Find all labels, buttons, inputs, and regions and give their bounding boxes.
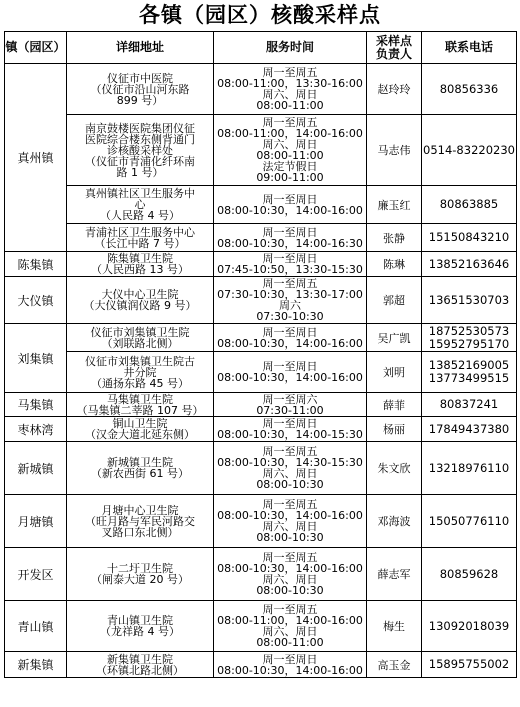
address-cell-line: （人民西路 13 号） — [91, 263, 189, 276]
hours-cell — [214, 548, 367, 601]
hours-cell — [214, 495, 367, 548]
address-cell — [67, 652, 214, 678]
hours-cell-line: 周一至周五 — [262, 498, 318, 511]
phone-cell — [422, 115, 517, 186]
town-cell: 真州镇 — [5, 64, 67, 252]
phone-cell — [422, 277, 517, 324]
address-cell — [67, 393, 214, 417]
contact-person-cell: 廉玉红 — [367, 186, 422, 224]
header-phone: 联系电话 — [422, 32, 517, 64]
hours-cell-line: 07:30-10:30 — [256, 310, 324, 323]
hours-cell-line: 周一至周日 — [262, 225, 318, 239]
hours-cell — [214, 393, 367, 417]
phone-cell — [422, 324, 517, 352]
hours-cell-line: 周一至周日 — [262, 325, 318, 339]
contact-person-cell: 赵玲玲 — [367, 64, 422, 115]
phone-cell-line: 0514-83220230 — [423, 142, 515, 157]
address-cell-line: 铜山卫生院 — [112, 417, 168, 430]
hours-cell-line: 08:00-11:00，14:00-16:00 — [217, 614, 363, 627]
hours-cell-line: 08:00-10:30，14:00-16:30 — [217, 236, 363, 250]
hours-cell-line: 08:00-10:30 — [256, 531, 324, 544]
hours-cell-line: 周一至周五 — [262, 277, 318, 290]
contact-person-cell: 薛志军 — [367, 548, 422, 601]
address-cell-line: （环镇北路北侧） — [96, 663, 184, 677]
address-cell — [67, 417, 214, 442]
address-cell-line: （人民路 4 号） — [100, 209, 180, 222]
hours-cell-line: 周六、周日 — [262, 573, 318, 586]
address-cell-line: 医院综合楼东侧背通门 — [85, 132, 195, 146]
hours-cell — [214, 442, 367, 495]
hours-cell-line: 周一至周日 — [262, 192, 318, 206]
address-cell-line: 仪征市中医院 — [107, 71, 173, 85]
hours-cell — [214, 252, 367, 277]
header-town: 镇（园区） — [5, 32, 67, 64]
hours-cell-line: 周六、周日 — [262, 625, 318, 638]
hours-cell-line: 周六、周日 — [262, 138, 318, 151]
hours-cell-line: 08:00-11:00 — [256, 636, 324, 649]
contact-person-cell: 郭超 — [367, 277, 422, 324]
address-cell — [67, 352, 214, 393]
address-cell-line: 叉路口东北侧） — [101, 525, 179, 539]
header-person: 采样点 负责人 — [367, 32, 422, 64]
phone-cell-line: 15150843210 — [428, 230, 510, 244]
hours-cell-line: 08:00-11:00 — [256, 149, 324, 162]
table-row — [5, 224, 517, 252]
table-row — [5, 495, 517, 548]
hours-cell — [214, 324, 367, 352]
phone-cell-line: 80856336 — [439, 81, 499, 96]
address-cell-line: （长江中路 7 号） — [94, 236, 186, 250]
phone-cell — [422, 442, 517, 495]
town-cell: 马集镇 — [5, 393, 67, 417]
hours-cell — [214, 224, 367, 252]
phone-cell — [422, 417, 517, 442]
address-cell-line: 路 1 号） — [116, 165, 164, 179]
hours-cell-line: 08:00-11:00 — [256, 99, 324, 112]
phone-cell-line: 80837241 — [439, 397, 499, 411]
hours-cell-line: 09:00-11:00 — [256, 171, 324, 184]
phone-cell — [422, 186, 517, 224]
table-row — [5, 324, 517, 352]
phone-cell-line: 13852163646 — [428, 256, 510, 271]
contact-person-cell: 马志伟 — [367, 115, 422, 186]
hours-cell-line: 周六 — [279, 299, 301, 312]
table-row — [5, 115, 517, 186]
hours-cell-line: 周一至周五 — [262, 551, 318, 564]
address-cell-line: （龙祥路 4 号） — [100, 625, 180, 638]
town-cell: 新集镇 — [5, 652, 67, 678]
hours-cell-line: 周六、周日 — [262, 88, 318, 101]
phone-cell-line: 13218976110 — [428, 460, 510, 475]
table-row — [5, 601, 517, 652]
table-row — [5, 64, 517, 115]
hours-cell — [214, 64, 367, 115]
phone-cell-line: 80863885 — [439, 197, 499, 211]
address-cell-line: （通扬东路 45 号） — [91, 376, 189, 390]
phone-cell — [422, 601, 517, 652]
hours-cell — [214, 652, 367, 678]
address-cell-line: 仪征市刘集镇卫生院 — [90, 325, 190, 339]
phone-cell-line: 13651530703 — [428, 292, 510, 307]
hours-cell-line: 08:00-10:30，14:00-16:00 — [217, 663, 363, 677]
contact-person-cell: 刘明 — [367, 352, 422, 393]
address-cell — [67, 252, 214, 277]
hours-cell-line: 周六、周日 — [262, 467, 318, 480]
address-cell-line: 仪征市刘集镇卫生院古 — [85, 354, 195, 368]
hours-cell-line: 周一至周日 — [262, 360, 318, 373]
address-cell-line: （大仪镇润仪路 9 号） — [83, 299, 197, 312]
address-cell-line: 陈集镇卫生院 — [107, 252, 173, 265]
header-hours: 服务时间 — [214, 32, 367, 64]
hours-cell-line: 08:00-10:30，14:00-16:00 — [217, 562, 363, 575]
phone-cell-line: 15050776110 — [428, 513, 510, 528]
hours-cell-line: 周一至周五 — [262, 66, 318, 79]
address-cell — [67, 548, 214, 601]
hours-cell-line: 08:00-10:30 — [256, 584, 324, 597]
hours-cell-line: 08:00-10:30 — [256, 478, 324, 491]
phone-cell-line: 15952795170 — [428, 336, 510, 351]
sampling-sites-table — [4, 31, 517, 678]
hours-cell-line: 周一至周日 — [262, 252, 318, 265]
address-cell-line: 月塘中心卫生院 — [101, 503, 179, 517]
address-cell-line: 新集镇卫生院 — [107, 652, 173, 666]
hours-cell-line: 周一至周五 — [262, 116, 318, 129]
table-row — [5, 352, 517, 393]
contact-person-cell: 薛菲 — [367, 393, 422, 417]
address-cell-line: 青浦社区卫生服务中心 — [85, 225, 195, 239]
hours-cell-line: 周一至周日 — [262, 417, 318, 430]
town-cell: 刘集镇 — [5, 324, 67, 393]
hours-cell-line: 08:00-10:30，14:00-16:00 — [217, 509, 363, 522]
hours-cell-line: 07:30-11:00 — [256, 403, 324, 417]
phone-cell — [422, 352, 517, 393]
hours-cell — [214, 352, 367, 393]
address-cell-line: 899 号） — [116, 93, 164, 107]
phone-cell — [422, 252, 517, 277]
header-address: 详细地址 — [67, 32, 214, 64]
hours-cell — [214, 186, 367, 224]
address-cell-line: 十二圩卫生院 — [107, 562, 173, 575]
town-cell: 新城镇 — [5, 442, 67, 495]
address-cell-line: 真州镇社区卫生服务中 — [85, 187, 195, 200]
hours-cell — [214, 115, 367, 186]
phone-cell-line: 18752530573 — [428, 323, 510, 338]
contact-person-cell: 梅生 — [367, 601, 422, 652]
hours-cell-line: 08:00-10:30，14:00-16:00 — [217, 203, 363, 217]
phone-cell — [422, 495, 517, 548]
address-cell-line: 南京鼓楼医院集团仪征 — [85, 121, 195, 135]
table-row — [5, 393, 517, 417]
contact-person-cell: 张静 — [367, 224, 422, 252]
phone-cell — [422, 652, 517, 678]
address-cell-line: 大仪中心卫生院 — [101, 288, 179, 301]
phone-cell-line: 13092018039 — [428, 618, 510, 633]
table-row — [5, 548, 517, 601]
table-row — [5, 252, 517, 277]
hours-cell — [214, 601, 367, 652]
contact-person-cell: 陈琳 — [367, 252, 422, 277]
table-row — [5, 442, 517, 495]
hours-cell — [214, 417, 367, 442]
address-cell-line: 井分院 — [123, 365, 157, 379]
town-cell: 枣林湾 — [5, 417, 67, 442]
town-cell: 开发区 — [5, 548, 67, 601]
contact-person-cell: 邓海波 — [367, 495, 422, 548]
address-cell — [67, 64, 214, 115]
table-row — [5, 417, 517, 442]
header-row — [5, 32, 517, 64]
contact-person-cell: 吴广凯 — [367, 324, 422, 352]
address-cell — [67, 115, 214, 186]
contact-person-cell: 朱文欣 — [367, 442, 422, 495]
hours-cell-line: 周一至周五 — [262, 603, 318, 616]
table-row — [5, 277, 517, 324]
hours-cell-line: 08:00-10:30，14:00-16:00 — [217, 336, 363, 350]
address-cell-line: （汉金大道北延东侧） — [85, 428, 195, 441]
phone-cell — [422, 64, 517, 115]
town-cell: 陈集镇 — [5, 252, 67, 277]
table-row — [5, 652, 517, 678]
address-cell-line: （仪征市沿山河东路 — [90, 82, 190, 96]
address-cell — [67, 186, 214, 224]
hours-cell-line: 08:00-10:30，14:30-15:30 — [217, 456, 363, 469]
address-cell — [67, 495, 214, 548]
phone-cell — [422, 393, 517, 417]
address-cell-line: （马集镇二莘路 107 号） — [76, 403, 204, 417]
address-cell-line: 新城镇卫生院 — [107, 456, 173, 469]
hours-cell-line: 07:45-10:50，13:30-15:30 — [217, 263, 363, 276]
town-cell: 青山镇 — [5, 601, 67, 652]
address-cell-line: （刘联路北侧） — [101, 336, 179, 350]
address-cell-line: 青山镇卫生院 — [107, 614, 173, 627]
address-cell-line: 心 — [134, 198, 146, 211]
phone-cell-line: 15895755002 — [428, 657, 510, 671]
hours-cell-line: 07:30-10:30，13:30-17:00 — [217, 288, 363, 301]
hours-cell-line: 周一至周六 — [262, 392, 318, 406]
address-cell — [67, 601, 214, 652]
town-cell: 月塘镇 — [5, 495, 67, 548]
phone-cell-line: 80859628 — [439, 566, 499, 581]
hours-cell-line: 周一至周日 — [262, 652, 318, 666]
address-cell-line: （仪征市青浦化纤环南 — [85, 154, 195, 168]
phone-cell-line: 13852169005 — [428, 358, 510, 372]
address-cell-line: （新农西街 61 号） — [91, 467, 189, 480]
hours-cell-line: 08:00-10:30，14:00-16:00 — [217, 371, 363, 384]
hours-cell-line: 法定节假日 — [262, 160, 318, 173]
address-cell-line: （旺月路与军民河路交 — [85, 514, 195, 528]
contact-person-cell: 杨丽 — [367, 417, 422, 442]
address-cell-line: 马集镇卫生院 — [107, 392, 173, 406]
hours-cell-line: 08:00-10:30，14:00-15:30 — [217, 428, 363, 441]
hours-cell-line: 周六、周日 — [262, 520, 318, 533]
address-cell-line: 诊核酸采样处 — [107, 143, 173, 157]
address-cell — [67, 277, 214, 324]
address-cell-line: （闸泰大道 20 号） — [91, 573, 189, 586]
phone-cell-line: 13773499515 — [428, 371, 510, 385]
address-cell — [67, 442, 214, 495]
phone-cell — [422, 224, 517, 252]
phone-cell-line: 17849437380 — [428, 421, 510, 436]
address-cell — [67, 324, 214, 352]
address-cell — [67, 224, 214, 252]
hours-cell — [214, 277, 367, 324]
phone-cell — [422, 548, 517, 601]
page-title: 各镇（园区）核酸采样点 — [139, 2, 381, 27]
hours-cell-line: 周一至周五 — [262, 445, 318, 458]
town-cell: 大仪镇 — [5, 277, 67, 324]
hours-cell-line: 08:00-11:00，14:00-16:00 — [217, 127, 363, 140]
hours-cell-line: 08:00-11:00，13:30-16:00 — [217, 77, 363, 90]
table-row — [5, 186, 517, 224]
contact-person-cell: 高玉金 — [367, 652, 422, 678]
